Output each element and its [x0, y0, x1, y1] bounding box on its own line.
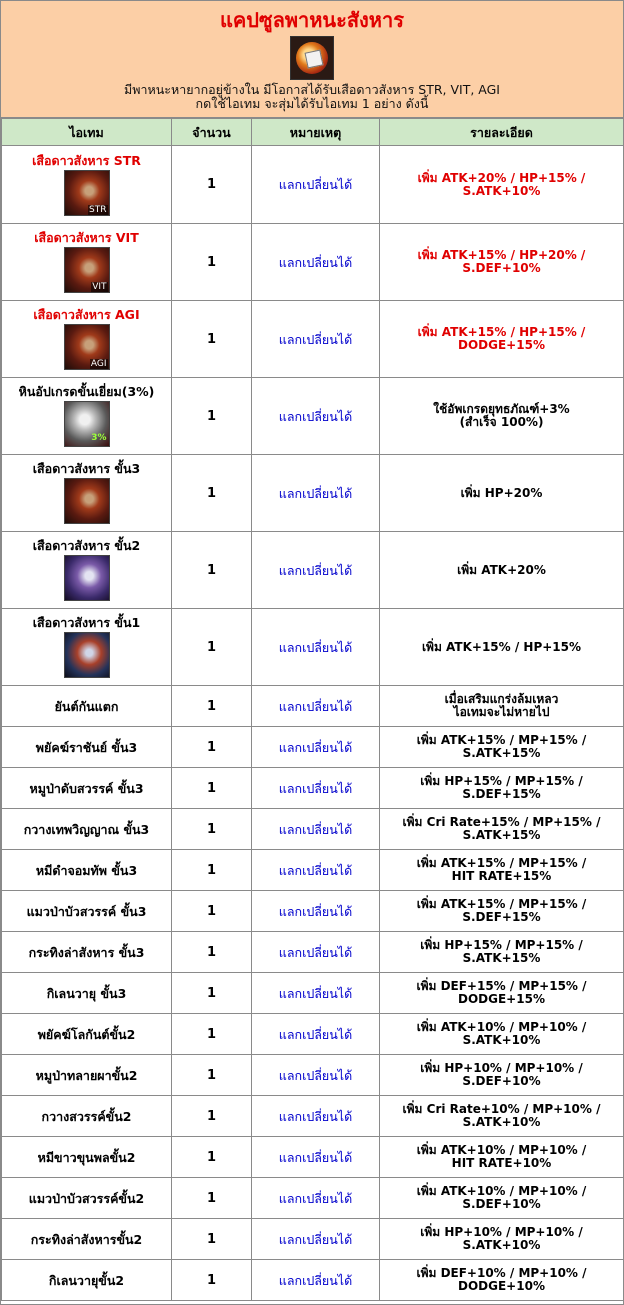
tiger-icon: [64, 247, 110, 293]
column-header-quantity: จำนวน: [172, 119, 252, 146]
quantity-cell: 1: [172, 809, 252, 850]
quantity-cell: 1: [172, 532, 252, 609]
item-name: กระทิงล่าสังหาร ขั้น3: [2, 932, 172, 973]
quantity-cell: 1: [172, 891, 252, 932]
detail-line-2: S.ATK+10%: [462, 1115, 541, 1129]
item-name: เสือดาวสังหาร ขั้น2: [32, 538, 141, 553]
quantity-cell: 1: [172, 146, 252, 224]
quantity-cell: 1: [172, 1096, 252, 1137]
item-cell: [2, 609, 172, 686]
page-title: แคปซูลพาหนะสังหาร: [220, 8, 404, 32]
quantity-cell: 1: [172, 727, 252, 768]
table-row: [2, 932, 624, 973]
table-row: [2, 1137, 624, 1178]
note-cell: แลกเปลี่ยนได้: [252, 224, 380, 301]
item-name: แมวป่าบัวสวรรค์ขั้น2: [2, 1178, 172, 1219]
tiger-icon: [64, 324, 110, 370]
note-cell: แลกเปลี่ยนได้: [252, 1096, 380, 1137]
item-name: หมีดำจอมทัพ ขั้น3: [2, 850, 172, 891]
description-line-2: กดใช้ไอเทม จะสุ่มได้รับไอเทม 1 อย่าง ดังนี้: [195, 96, 429, 111]
table-row: [2, 686, 624, 727]
detail-cell: [380, 891, 624, 932]
detail-line-1: เพิ่ม DEF+10% / MP+10% /: [416, 1266, 587, 1280]
note-cell: แลกเปลี่ยนได้: [252, 1137, 380, 1178]
note-cell: แลกเปลี่ยนได้: [252, 1055, 380, 1096]
item-name: ยันต์กันแตก: [2, 686, 172, 727]
table-row: [2, 809, 624, 850]
item-table: [1, 118, 624, 1301]
column-header-note: หมายเหตุ: [252, 119, 380, 146]
detail-line-2: S.ATK+10%: [462, 1238, 541, 1252]
detail-cell: [380, 850, 624, 891]
detail-cell: [380, 727, 624, 768]
table-header-row: [2, 119, 624, 146]
table-row: [2, 1178, 624, 1219]
detail-cell: [380, 768, 624, 809]
column-header-detail: รายละเอียด: [380, 119, 624, 146]
note-cell: แลกเปลี่ยนได้: [252, 850, 380, 891]
detail-cell: [380, 932, 624, 973]
table-row: [2, 1014, 624, 1055]
detail-cell: [380, 146, 624, 224]
detail-line-1: เพิ่ม HP+10% / MP+10% /: [420, 1225, 583, 1239]
detail-cell: [380, 1055, 624, 1096]
table-row: [2, 301, 624, 378]
detail-line-1: เพิ่ม ATK+10% / MP+10% /: [416, 1184, 587, 1198]
detail-line-1: เพิ่ม ATK+20% / HP+15% /: [417, 170, 586, 185]
quantity-cell: 1: [172, 973, 252, 1014]
detail-line-2: S.DEF+10%: [462, 261, 541, 275]
quantity-cell: 1: [172, 609, 252, 686]
item-cell: [2, 301, 172, 378]
detail-line-1: เพิ่ม ATK+10% / MP+10% /: [416, 1020, 587, 1034]
item-name: เสือดาวสังหาร AGI: [33, 307, 140, 322]
detail-line-1: เพิ่ม ATK+20%: [457, 562, 546, 577]
detail-line-2: S.ATK+10%: [462, 1033, 541, 1047]
quantity-cell: 1: [172, 1260, 252, 1301]
table-row: [2, 455, 624, 532]
description-line-1: มีพาหนะหายากอยู่ข้างใน มีโอกาสได้รับเสือดาวสังหาร STR, VIT, AGI: [124, 82, 500, 97]
item-cell: [2, 455, 172, 532]
detail-line-1: เพิ่ม Cri Rate+10% / MP+10% /: [402, 1102, 601, 1116]
detail-line-1: เพิ่ม HP+20%: [460, 485, 543, 500]
detail-line-1: เพิ่ม ATK+15% / HP+15% /: [417, 325, 586, 339]
item-cell: [2, 378, 172, 455]
item-name: เสือดาวสังหาร STR: [32, 152, 141, 168]
table-row: [2, 727, 624, 768]
detail-cell: [380, 455, 624, 532]
detail-line-2: HIT RATE+15%: [451, 869, 552, 883]
table-row: [2, 532, 624, 609]
detail-cell: [380, 301, 624, 378]
detail-line-1: เพิ่ม HP+15% / MP+15% /: [420, 938, 583, 952]
detail-cell: [380, 1178, 624, 1219]
capsule-header: [1, 1, 623, 118]
detail-line-2: S.DEF+10%: [462, 1074, 541, 1088]
detail-line-2: S.ATK+15%: [462, 746, 541, 760]
item-name: พยัคฆ์โลกันต์ขั้น2: [2, 1014, 172, 1055]
capsule-description: [1, 83, 623, 111]
note-cell: แลกเปลี่ยนได้: [252, 686, 380, 727]
quantity-cell: 1: [172, 1219, 252, 1260]
detail-line-1: เพิ่ม ATK+15% / MP+15% /: [416, 733, 587, 747]
detail-line-2: DODGE+15%: [458, 338, 545, 352]
detail-line-2: S.ATK+15%: [462, 951, 541, 965]
detail-cell: [380, 1260, 624, 1301]
note-cell: แลกเปลี่ยนได้: [252, 609, 380, 686]
table-row: [2, 1260, 624, 1301]
item-name: หมูป่าทลายผาขั้น2: [2, 1055, 172, 1096]
table-row: [2, 146, 624, 224]
note-cell: แลกเปลี่ยนได้: [252, 1014, 380, 1055]
item-name: หมีขาวขุนพลขั้น2: [2, 1137, 172, 1178]
note-cell: แลกเปลี่ยนได้: [252, 301, 380, 378]
icon-tag: 3%: [91, 433, 107, 443]
item-name: กิเลนวายุ ขั้น3: [2, 973, 172, 1014]
tiger-icon: [64, 170, 110, 216]
item-name: แมวป่าบัวสวรรค์ ขั้น3: [2, 891, 172, 932]
detail-line-1: เพิ่ม ATK+15% / MP+15% /: [416, 856, 587, 870]
note-cell: แลกเปลี่ยนได้: [252, 727, 380, 768]
icon-tag: STR: [89, 204, 107, 215]
detail-cell: [380, 224, 624, 301]
note-cell: แลกเปลี่ยนได้: [252, 809, 380, 850]
icon-tag: VIT: [92, 282, 107, 292]
detail-cell: [380, 532, 624, 609]
note-cell: แลกเปลี่ยนได้: [252, 891, 380, 932]
detail-cell: [380, 809, 624, 850]
detail-line-1: เพิ่ม HP+15% / MP+15% /: [420, 774, 583, 788]
note-cell: แลกเปลี่ยนได้: [252, 768, 380, 809]
detail-cell: [380, 1096, 624, 1137]
quantity-cell: 1: [172, 1014, 252, 1055]
table-row: [2, 378, 624, 455]
detail-line-1: เพิ่ม ATK+15% / HP+20% /: [417, 248, 586, 262]
quantity-cell: 1: [172, 1137, 252, 1178]
table-row: [2, 224, 624, 301]
detail-line-1: เพิ่ม Cri Rate+15% / MP+15% /: [402, 815, 601, 829]
note-cell: แลกเปลี่ยนได้: [252, 1260, 380, 1301]
capsule-icon: [290, 36, 334, 80]
detail-line-2: HIT RATE+10%: [451, 1156, 552, 1170]
table-row: [2, 891, 624, 932]
table-row: [2, 768, 624, 809]
tiger-icon: [64, 478, 110, 524]
item-cell: [2, 532, 172, 609]
detail-cell: [380, 1137, 624, 1178]
note-cell: แลกเปลี่ยนได้: [252, 146, 380, 224]
table-row: [2, 609, 624, 686]
item-name: กวางสวรรค์ขั้น2: [2, 1096, 172, 1137]
detail-cell: [380, 609, 624, 686]
detail-line-2: S.ATK+15%: [462, 828, 541, 842]
detail-cell: [380, 1219, 624, 1260]
table-row: [2, 850, 624, 891]
item-name: พยัคฆ์ราชันย์ ขั้น3: [2, 727, 172, 768]
item-name: เสือดาวสังหาร VIT: [34, 230, 139, 245]
table-row: [2, 1055, 624, 1096]
quantity-cell: 1: [172, 455, 252, 532]
table-row: [2, 1219, 624, 1260]
detail-line-1: เพิ่ม DEF+15% / MP+15% /: [416, 979, 587, 993]
item-name: กิเลนวายุขั้น2: [2, 1260, 172, 1301]
note-cell: แลกเปลี่ยนได้: [252, 932, 380, 973]
detail-line-2: ไอเทมจะไม่หายไป: [453, 705, 550, 719]
item-cell: [2, 224, 172, 301]
item-name: เสือดาวสังหาร ขั้น1: [32, 615, 141, 630]
quantity-cell: 1: [172, 224, 252, 301]
detail-line-1: เพิ่ม HP+10% / MP+10% /: [420, 1061, 583, 1075]
detail-line-2: S.ATK+10%: [462, 183, 541, 198]
note-cell: แลกเปลี่ยนได้: [252, 532, 380, 609]
item-name: หินอัปเกรดขั้นเยี่ยม(3%): [18, 384, 155, 399]
detail-cell: [380, 973, 624, 1014]
quantity-cell: 1: [172, 1178, 252, 1219]
detail-line-2: DODGE+15%: [458, 992, 545, 1006]
table-row: [2, 973, 624, 1014]
detail-line-1: เพิ่ม ATK+15% / HP+15%: [421, 639, 582, 654]
item-cell: [2, 146, 172, 224]
note-cell: แลกเปลี่ยนได้: [252, 378, 380, 455]
quantity-cell: 1: [172, 768, 252, 809]
detail-line-1: เมื่อเสริมแกร่งล้มเหลว: [444, 692, 559, 706]
item-name: หมูป่าดับสวรรค์ ขั้น3: [2, 768, 172, 809]
quantity-cell: 1: [172, 378, 252, 455]
detail-line-1: เพิ่ม ATK+10% / MP+10% /: [416, 1143, 587, 1157]
icon-tag: AGI: [90, 359, 107, 369]
table-row: [2, 1096, 624, 1137]
column-header-item: ไอเทม: [2, 119, 172, 146]
note-cell: แลกเปลี่ยนได้: [252, 973, 380, 1014]
detail-cell: [380, 1014, 624, 1055]
quantity-cell: 1: [172, 850, 252, 891]
note-cell: แลกเปลี่ยนได้: [252, 1219, 380, 1260]
tiger-icon: [64, 555, 110, 601]
detail-line-1: เพิ่ม ATK+15% / MP+15% /: [416, 897, 587, 911]
note-cell: แลกเปลี่ยนได้: [252, 455, 380, 532]
item-name: กระทิงล่าสังหารขั้น2: [2, 1219, 172, 1260]
quantity-cell: 1: [172, 686, 252, 727]
item-name: กวางเทพวิญญาณ ขั้น3: [2, 809, 172, 850]
detail-line-2: S.DEF+15%: [462, 910, 541, 924]
detail-line-2: (สำเร็จ 100%): [459, 415, 544, 429]
quantity-cell: 1: [172, 301, 252, 378]
detail-line-2: S.DEF+10%: [462, 1197, 541, 1211]
stone-icon: [64, 401, 110, 447]
tiger-icon: [64, 632, 110, 678]
item-name: เสือดาวสังหาร ขั้น3: [32, 461, 141, 476]
detail-cell: [380, 686, 624, 727]
note-cell: แลกเปลี่ยนได้: [252, 1178, 380, 1219]
detail-line-2: S.DEF+15%: [462, 787, 541, 801]
detail-cell: [380, 378, 624, 455]
detail-line-1: ใช้อัพเกรดยุทธภัณฑ์+3%: [433, 402, 570, 416]
quantity-cell: 1: [172, 1055, 252, 1096]
detail-line-2: DODGE+10%: [458, 1279, 545, 1293]
quantity-cell: 1: [172, 932, 252, 973]
